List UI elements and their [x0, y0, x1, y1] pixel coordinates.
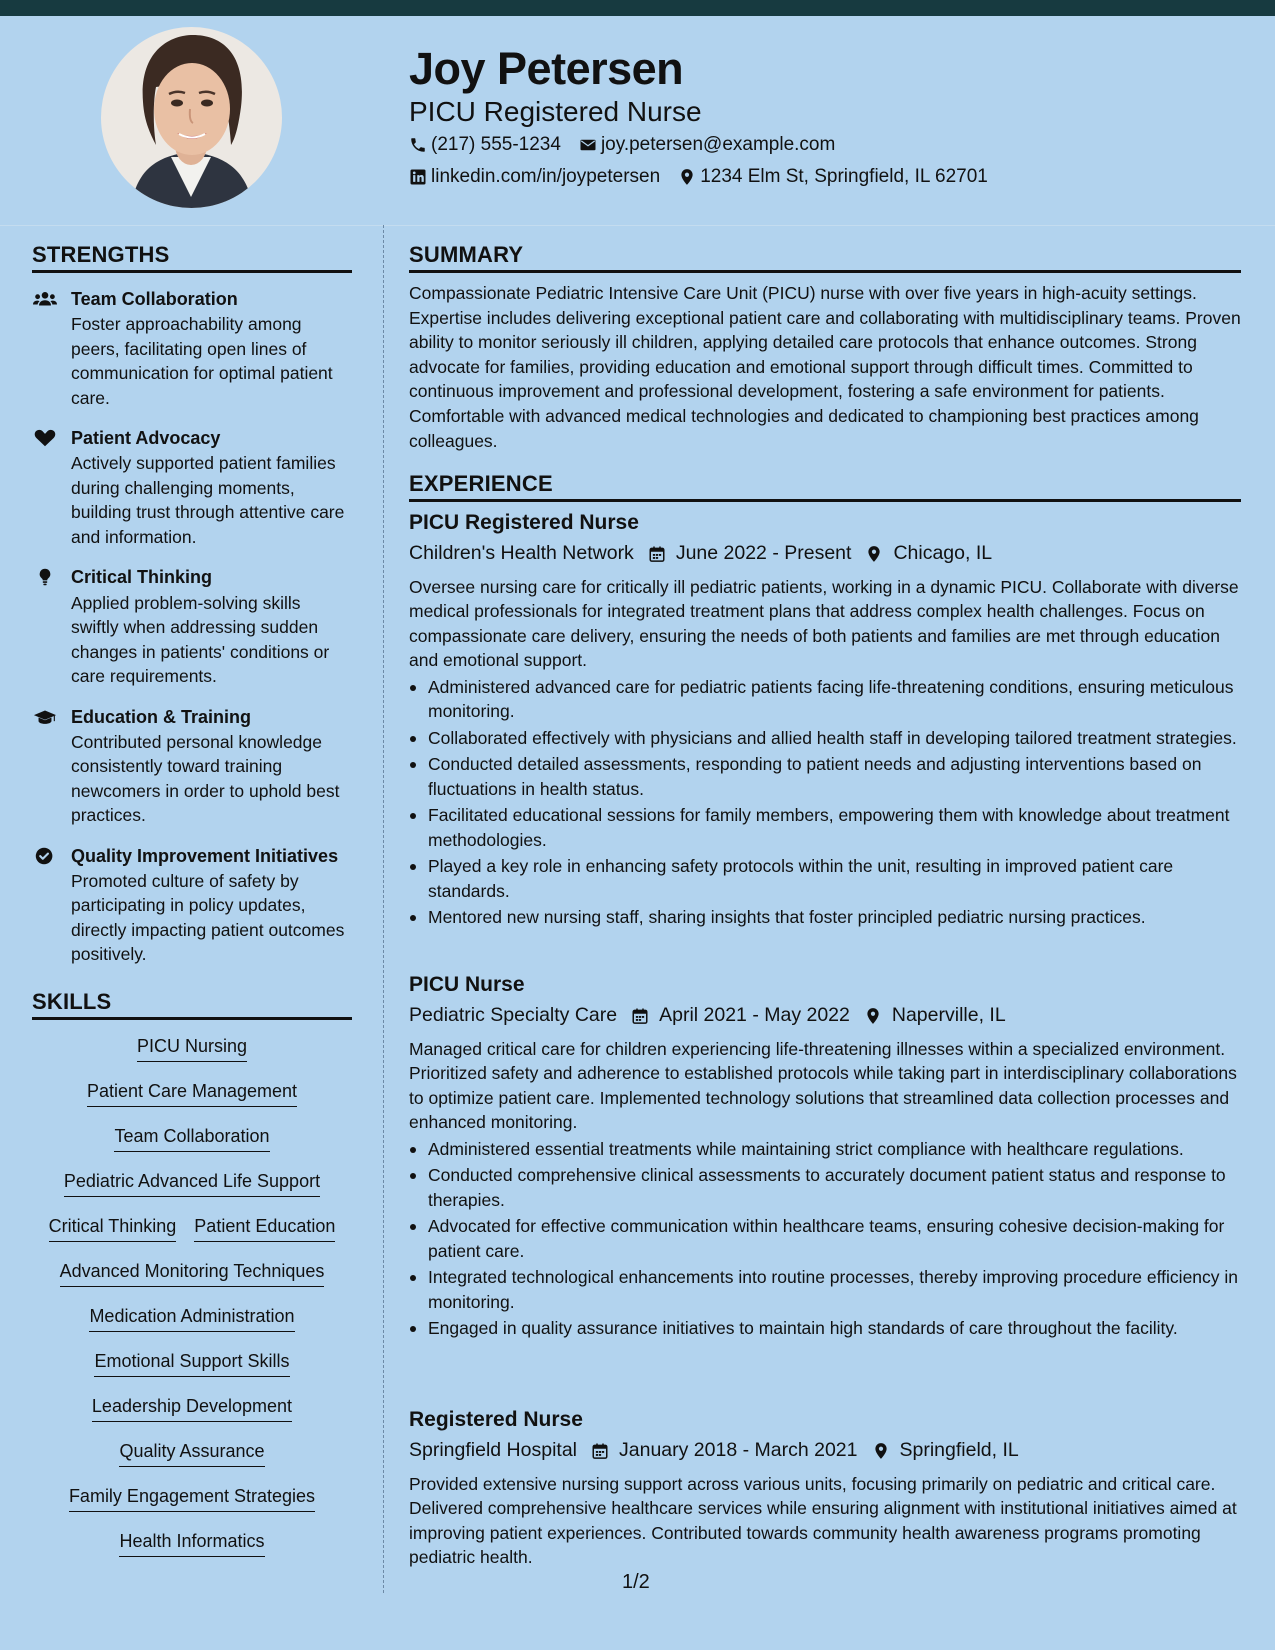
skills-row — [32, 1259, 352, 1304]
job-company: Springfield Hospital — [409, 1439, 578, 1462]
experience-heading: EXPERIENCE — [409, 471, 1241, 502]
map-pin-icon — [865, 545, 883, 563]
strength-title: Quality Improvement Initiatives — [71, 845, 339, 866]
summary-text: Compassionate Pediatric Intensive Care Unit (PICU) nurse with over five years in high-acuity settings. Expertise includes delivering exceptional patient care and collaborating with multidisciplinary teams. Proven ability to monitor seriously ill children, applying detailed care protocols that enhance outcomes. Strong advocate for families, providing education and emotional support through difficult times. Committed to continuous improvement and professional development, fostering a safe environment for patients. Comfortable with advanced medical technologies and dedicated to championing best practices among colleagues. — [409, 283, 1241, 451]
calendar-icon — [631, 1007, 649, 1025]
job-bullet: Played a key role in enhancing safety protocols within the unit, resulting in improved patient care standards. — [409, 854, 1241, 903]
job-title: Registered Nurse — [409, 1408, 583, 1431]
profile-photo-image — [101, 27, 282, 208]
skill-tag: Leadership Development — [92, 1394, 292, 1422]
skill-tag: Patient Care Management — [87, 1079, 297, 1107]
phone-icon — [409, 136, 427, 154]
job-location: Springfield, IL — [899, 1439, 1019, 1462]
job-dates: January 2018 - March 2021 — [619, 1439, 858, 1462]
skills-row — [32, 1169, 352, 1214]
skill-tag: Quality Assurance — [119, 1439, 264, 1467]
profile-photo — [101, 27, 282, 208]
skills-row — [32, 1079, 352, 1124]
skills-row — [32, 1529, 352, 1574]
skill-tag: Medication Administration — [89, 1304, 294, 1332]
skill-tag: Family Engagement Strategies — [69, 1484, 315, 1512]
job-meta — [409, 1003, 1241, 1028]
check-circle-icon — [33, 846, 57, 866]
job-bullet: Mentored new nursing staff, sharing insights that foster principled pediatric nursing practices. — [409, 905, 1241, 930]
job-title: PICU Registered Nurse — [409, 511, 639, 534]
job-meta — [409, 1438, 1241, 1463]
job-entry — [409, 972, 1241, 1341]
skills-row — [32, 1214, 352, 1259]
map-pin-icon — [872, 1442, 890, 1460]
job-entry — [409, 510, 1241, 930]
skills-heading: SKILLS — [32, 989, 352, 1020]
email-contact[interactable] — [579, 134, 835, 157]
job-location: Naperville, IL — [891, 1004, 1006, 1027]
strengths-list — [32, 287, 352, 983]
email-text: joy.petersen@example.com — [600, 134, 836, 155]
strength-title: Patient Advocacy — [71, 428, 221, 449]
strength-description: Promoted culture of safety by participating in policy updates, directly impacting patient outcomes positively. — [71, 870, 345, 965]
skills-row — [32, 1484, 352, 1529]
strength-item — [32, 287, 352, 410]
strength-item — [32, 705, 352, 828]
job-entry — [409, 1407, 1241, 1570]
job-dates: April 2021 - May 2022 — [659, 1004, 850, 1027]
skill-tag: PICU Nursing — [137, 1034, 247, 1062]
job-bullet: Integrated technological enhancements into routine processes, thereby improving procedure efficiency in monitoring. — [409, 1265, 1241, 1314]
job-bullets — [409, 1137, 1241, 1341]
address-text: 1234 Elm St, Springfield, IL 62701 — [700, 166, 988, 187]
job-bullet: Conducted comprehensive clinical assessments to accurately document patient status and response to therapies. — [409, 1163, 1241, 1212]
candidate-name: Joy Petersen — [409, 43, 684, 94]
skills-row — [32, 1394, 352, 1439]
calendar-icon — [648, 545, 666, 563]
lightbulb-icon — [33, 567, 57, 587]
strength-title: Critical Thinking — [71, 567, 213, 588]
skills-row — [32, 1034, 352, 1079]
strengths-heading: STRENGTHS — [32, 242, 352, 273]
envelope-icon — [579, 136, 597, 154]
skill-tag: Pediatric Advanced Life Support — [64, 1169, 320, 1197]
linkedin-text: linkedin.com/in/joypetersen — [431, 166, 661, 187]
strength-description: Foster approachability among peers, facilitating open lines of communication for optimal patient care. — [71, 314, 333, 408]
skill-tag: Team Collaboration — [114, 1124, 269, 1152]
phone-contact[interactable] — [409, 134, 561, 157]
job-bullet: Advocated for effective communication within healthcare teams, ensuring cohesive decision-making for patient care. — [409, 1214, 1241, 1263]
phone-text: (217) 555-1234 — [431, 134, 561, 155]
job-meta — [409, 541, 1241, 566]
strength-description: Contributed personal knowledge consistently toward training newcomers in order to uphold best practices. — [71, 731, 340, 826]
contact-row-2 — [409, 166, 988, 189]
contact-row-1 — [409, 134, 835, 157]
calendar-icon — [591, 1442, 609, 1460]
strength-description: Actively supported patient families during challenging moments, building trust through attentive care and information. — [71, 453, 345, 547]
graduation-cap-icon — [33, 707, 57, 727]
skills-row — [32, 1304, 352, 1349]
users-icon — [33, 289, 57, 309]
map-pin-icon — [864, 1007, 882, 1025]
job-title: PICU Nurse — [409, 973, 525, 996]
map-pin-icon — [678, 168, 696, 186]
job-description: Managed critical care for children experiencing life-threatening illnesses within a specialized environment. Prioritized safety and adherence to established protocols while taking part in interdisciplinary collaborations to optimize patient care. Implemented technology solutions that streamlined data collection processes and enhanced monitoring. — [409, 1038, 1237, 1133]
strength-item — [32, 565, 352, 688]
skills-list — [32, 1034, 352, 1574]
job-dates: June 2022 - Present — [675, 542, 852, 565]
job-bullet: Collaborated effectively with physicians and allied health staff in developing tailored treatment strategies. — [409, 726, 1241, 751]
skills-row — [32, 1124, 352, 1169]
linkedin-contact[interactable] — [409, 166, 660, 189]
job-bullet: Administered advanced care for pediatric patients facing life-threatening conditions, ensuring meticulous monitoring. — [409, 675, 1241, 724]
strength-item — [32, 844, 352, 967]
column-divider — [383, 225, 384, 1593]
job-company: Pediatric Specialty Care — [409, 1004, 618, 1027]
top-bar — [0, 0, 1275, 16]
skills-row — [32, 1349, 352, 1394]
heart-icon — [33, 428, 57, 448]
header-divider — [0, 225, 1275, 226]
skills-row — [32, 1439, 352, 1484]
job-description: Oversee nursing care for critically ill pediatric patients, working in a dynamic PICU. Collaborate with diverse medical professionals for integrated treatment plans that address complex health challenges. Focus on compassionate care delivery, ensuring the needs of both patients and families are met through education and emotional support. — [409, 576, 1239, 671]
job-bullet: Facilitated educational sessions for family members, empowering them with knowledge about treatment methodologies. — [409, 803, 1241, 852]
skill-tag: Critical Thinking — [49, 1214, 177, 1242]
job-location: Chicago, IL — [893, 542, 993, 565]
strength-title: Team Collaboration — [71, 289, 238, 309]
linkedin-icon — [409, 168, 427, 186]
strength-description: Applied problem-solving skills swiftly when addressing sudden changes in patients' conditions or care requirements. — [71, 592, 330, 687]
strength-title: Education & Training — [71, 706, 252, 727]
job-bullet: Administered essential treatments while maintaining strict compliance with healthcare regulations. — [409, 1137, 1241, 1162]
strength-item — [32, 426, 352, 549]
skill-tag: Health Informatics — [119, 1529, 264, 1557]
job-description: Provided extensive nursing support across various units, focusing primarily on pediatric and critical care. Delivered comprehensive healthcare services while ensuring alignment with institutional initiatives aimed at improving patient experiences. Contributed towards community health awareness programs promoting pediatric health. — [409, 1473, 1237, 1568]
candidate-headline: PICU Registered Nurse — [409, 96, 702, 127]
job-bullet: Engaged in quality assurance initiatives to maintain high standards of care throughout the facility. — [409, 1316, 1241, 1341]
skill-tag: Advanced Monitoring Techniques — [60, 1259, 325, 1287]
job-company: Children's Health Network — [409, 542, 634, 565]
job-bullet: Conducted detailed assessments, responding to patient needs and adjusting interventions based on fluctuations in health status. — [409, 752, 1241, 801]
skill-tag: Emotional Support Skills — [94, 1349, 289, 1377]
skill-tag: Patient Education — [194, 1214, 335, 1242]
page-number: 1/2 — [622, 1571, 650, 1593]
address-contact — [678, 166, 988, 189]
job-bullets — [409, 675, 1241, 930]
summary-heading: SUMMARY — [409, 242, 1241, 273]
